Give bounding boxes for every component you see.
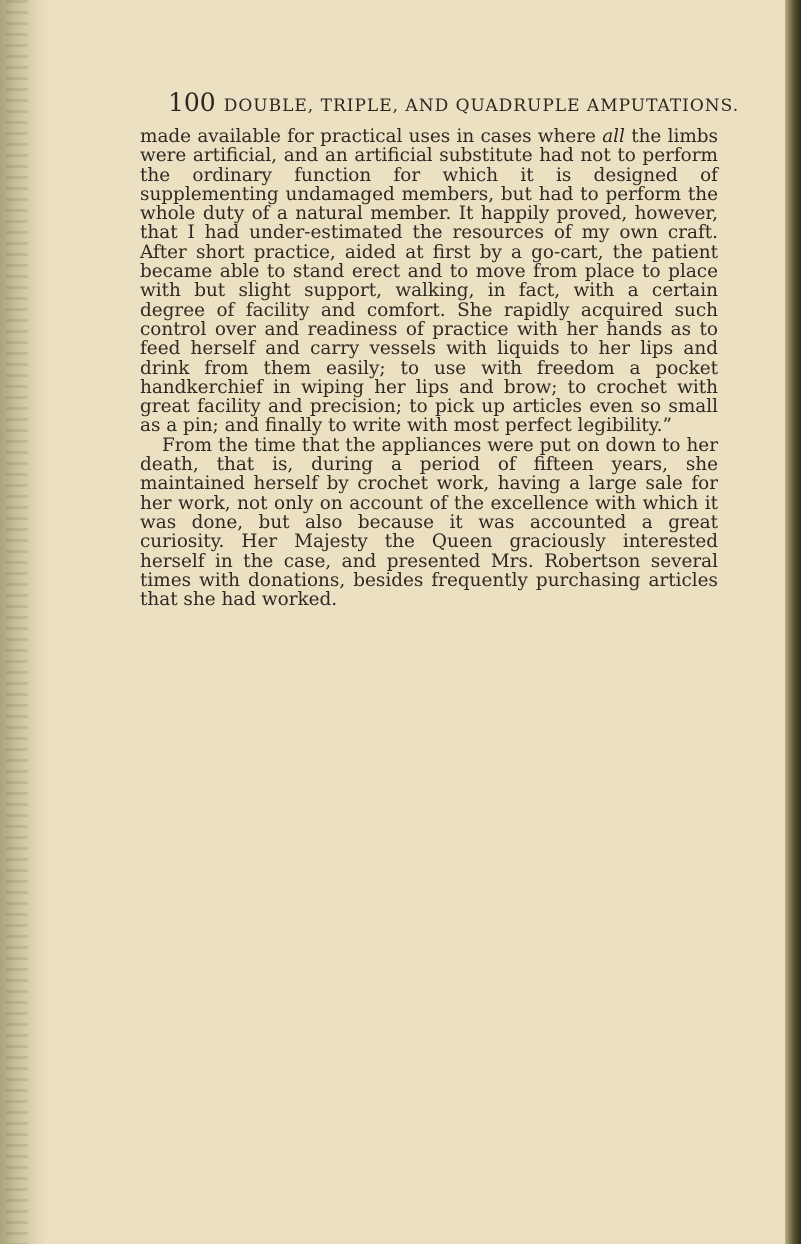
body-text [140, 127, 718, 609]
paragraph-2: From the time that the appliances were put on down to her death, that is, during a period of fifteen years, she maintained herself by crochet work, having a large sale for her work, not only on account of the excellence with which it was done, but also because it was accounted a great curiosity. Her Majesty the Queen graciously interested herself in the case, and presented Mrs. Robertson several times with donations, besides frequently purchasing articles that she had worked. [140, 434, 718, 611]
paragraph-1-start: made available for practical uses in cases where [140, 126, 603, 147]
running-head [168, 88, 740, 117]
page-left-margin [0, 0, 48, 1244]
paragraph-1-italic-word: all [602, 126, 625, 147]
paragraph-1-rest: the limbs were artificial, and an artificial substitute had not to perform the ordinary function for which it is designed of supplementing undamaged members, but had to perform the whole duty of a natural member. It happily proved, however, that I had under-estimated the resources of my own craft. After short practice, aided at first by a go-cart, the patient became able to stand erect and to move from place to place with but slight support, walking, in fact, with a certain degree of facility and comfort. She rapidly acquired such control over and readiness of practice with her hands as to feed herself and carry vessels with liquids to her lips and drink from them easily; to use with freedom a pocket handkerchief in wiping her lips and brow; to crochet with great facility and precision; to pick up articles even so small as a pin; and finally to write with most perfect legibility.” [140, 126, 718, 437]
page-number: 100 [168, 88, 216, 117]
header-title: DOUBLE, TRIPLE, AND QUADRUPLE AMPUTATIONS. [223, 96, 740, 116]
paragraph-1 [140, 127, 718, 436]
page-right-edge [785, 0, 801, 1244]
